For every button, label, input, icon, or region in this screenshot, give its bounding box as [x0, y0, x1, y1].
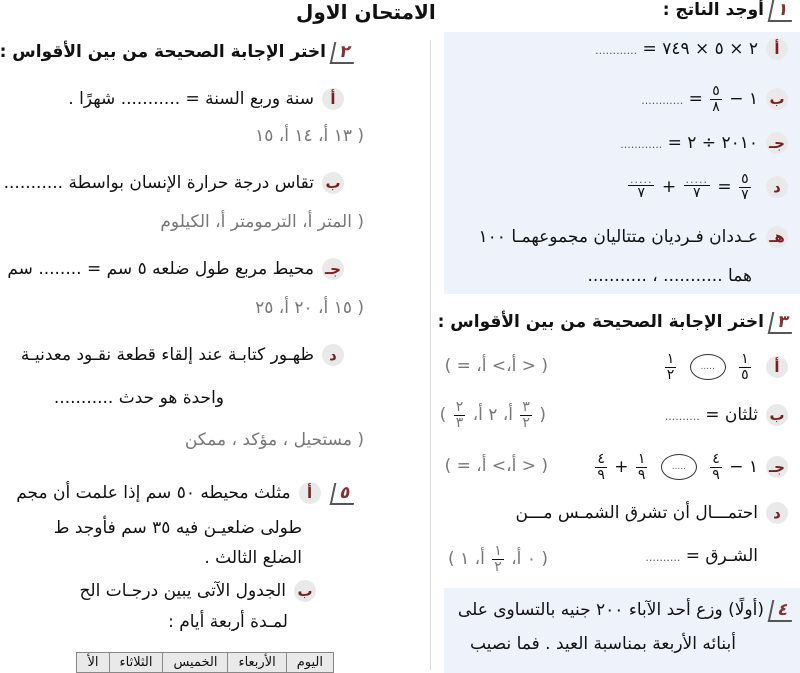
q3-item-c-choices: ( < أ،> أ، = ): [444, 456, 548, 476]
q3-item-d: [516, 502, 789, 524]
q1-heading: [663, 0, 794, 22]
q4-heading-text: (أولًا) وزع أحد الآباء ٢٠٠ جنيه بالتساوى على: [457, 600, 764, 620]
item-label-d: د: [766, 176, 788, 198]
answer-blank: ..........: [645, 551, 681, 564]
q1-item-e-text: عـددان فـرديان متتاليان مجموعهمـا ١٠٠: [478, 227, 758, 247]
q4-number: ٤: [768, 600, 797, 622]
q5-item-a-line2: طولى ضلعيـن فيه ٣٥ سم فأوجد ط: [53, 518, 302, 538]
fraction-blank: $\frac{.....}{٧}$: [685, 172, 708, 202]
fraction: $\frac{٣}{٢}$: [522, 399, 530, 431]
comparison-blank: .....: [690, 354, 726, 380]
fraction: $\frac{٤}{٩}$: [597, 451, 605, 483]
q2-item-c-choices: ( ١٥ أ، ٢٠ أ، ٢٥: [255, 298, 364, 318]
fraction: $\frac{٥}{٧}$: [741, 171, 749, 203]
q3-item-c: جـ١ − $\frac{٤}{٩}$ ..... $\frac{١}{٩}$ + $\frac{٤}{٩}$: [593, 452, 788, 482]
fraction: $\frac{٤}{٩}$: [712, 451, 720, 483]
q2-item-a-text: سنة وربع السنة = ........... شهرًا .: [68, 89, 314, 109]
item-label-d: د: [322, 344, 344, 366]
q5-item-a-line3: الضلع الثالث .: [204, 548, 302, 568]
q2-item-c: [7, 258, 344, 280]
q3-heading: [438, 312, 794, 334]
q2-item-a: [68, 88, 344, 110]
q3-item-d-choices: ( ٠ أ، $\frac{١}{٢}$ أ، ١ ): [448, 543, 548, 575]
fraction-blank: $\frac{.....}{٧}$: [629, 172, 653, 202]
table-row: [77, 653, 334, 673]
q5-number: ٥: [330, 483, 359, 505]
q1-item-b-text: ١ −: [729, 89, 758, 110]
q1-item-a: [595, 38, 788, 60]
item-label-b: ب: [294, 580, 316, 602]
fraction: $\frac{٥}{٨}$: [712, 83, 720, 115]
temperature-table: [76, 652, 334, 673]
q5-item-b-text: الجدول الآتى يبين درجـات الح: [79, 581, 286, 601]
item-label-c: جـ: [766, 456, 788, 478]
column-divider: [430, 40, 431, 670]
q2-item-d-text: ظهـور كتابـة عند إلقاء قطعة نقـود معدنيـة: [20, 345, 314, 365]
q1-item-c: [620, 132, 788, 154]
q2-item-d: [21, 344, 344, 366]
q2-heading-text: اختر الإجابة الصحيحة من بين الأقواس :: [0, 42, 326, 62]
q3-item-d-line2-text: الشـرق =: [685, 546, 758, 566]
q4-line2: أبنائه الأربعة بمناسبة العيد . فما نصيب: [469, 634, 736, 654]
item-label-a: أ: [322, 88, 344, 110]
table-cell: الأربعاء: [228, 653, 286, 673]
q2-item-b-text: تقاس درجة حرارة الإنسان بواسطة ...........: [3, 173, 314, 193]
q2-heading: [0, 42, 356, 64]
q1-background: [444, 32, 800, 294]
q3-item-b-text: ثلثان =: [705, 405, 758, 425]
exam-title: الامتحان الاول: [296, 0, 436, 24]
q3-item-b: [665, 404, 788, 426]
item-label-e: هـ: [766, 226, 788, 248]
item-label-b: ب: [766, 404, 788, 426]
item-label-a: أ: [766, 38, 788, 60]
answer-blank: ............: [595, 44, 638, 57]
q2-number: ٢: [330, 42, 359, 64]
right-column: [437, 0, 800, 673]
q3-item-a-choices: ( < أ،> أ، = ): [444, 356, 548, 376]
table-cell: الخميس: [163, 653, 228, 673]
q1-number: ١: [768, 0, 797, 22]
fraction: $\frac{١}{٥}$: [741, 351, 749, 383]
answer-blank: ............: [620, 138, 663, 151]
q1-heading-text: أوجد الناتج :: [662, 0, 764, 20]
q2-item-c-text: محيط مربع طول ضلعه ٥ سم = ........ سم: [7, 259, 314, 279]
fraction: $\frac{١}{٢}$: [494, 543, 502, 575]
item-label-c: جـ: [766, 132, 788, 154]
equals-sign: =: [688, 89, 703, 110]
table-cell: اليوم: [286, 653, 333, 673]
q1-item-e: [479, 226, 788, 248]
q3-item-d-line2: [645, 546, 758, 566]
q3-number: ٣: [768, 312, 797, 334]
answer-blank: ............: [641, 94, 684, 108]
q3-item-d-text: احتمـــال أن تشرق الشمـس مـــن: [515, 503, 758, 523]
q1-item-c-text: ٢٠١٠ ÷ ٢ =: [667, 133, 758, 153]
q2-item-b: [4, 172, 344, 194]
q2-item-b-choices: ( المتر أ، الترمومتر أ، الكيلوم: [160, 212, 364, 232]
table-cell: الثلاثاء: [109, 653, 163, 673]
fraction: $\frac{١}{٢}$: [666, 351, 675, 383]
fraction: $\frac{٢}{٣}$: [455, 399, 464, 431]
q5-item-b: [79, 580, 316, 602]
q5-item-a-text: مثلث محيطه ٥٠ سم إذا علمت أن مجم: [16, 483, 291, 503]
q2-item-d-line2: واحدة هو حدث ...........: [53, 388, 224, 408]
comparison-blank: .....: [661, 454, 697, 480]
item-label-d: د: [766, 502, 788, 524]
q1-item-b: [641, 84, 788, 114]
q1-item-e-line2: هما ........... ، ...........: [587, 266, 752, 286]
q2-item-d-choices: ( مستحيل ، مؤكد ، ممكن: [184, 430, 364, 450]
item-label-b: ب: [322, 172, 344, 194]
table-cell: الأ: [77, 653, 109, 673]
q3-item-c-text: ١ −: [729, 457, 758, 478]
item-label-a: أ: [766, 356, 788, 378]
q3-item-b-choices: ( $\frac{٣}{٢}$ أ، ٢ أ، $\frac{٢}{٣}$ ): [439, 399, 546, 431]
item-label-a: أ: [299, 482, 321, 504]
q5-item-b-line2: لمـدة أربعة أيام :: [168, 612, 288, 632]
left-column: [0, 0, 364, 673]
q5-heading: [16, 482, 356, 505]
item-label-b: ب: [766, 88, 788, 110]
fraction: $\frac{١}{٩}$: [637, 451, 646, 483]
q2-item-a-choices: ( ١٣ أ، ١٤ أ، ١٥: [255, 126, 364, 146]
q1-item-d: د $\frac{٥}{٧}$ = $\frac{.....}{٧}$ + $\frac{.....}{٧}$: [626, 172, 788, 202]
q4-heading: [458, 600, 794, 622]
item-label-c: جـ: [322, 258, 344, 280]
q1-item-a-text: ٢ × ٥ × ٧٤٩ =: [642, 39, 758, 59]
q3-heading-text: اختر الإجابة الصحيحة من بين الأقواس :: [437, 312, 764, 332]
answer-blank: ..........: [664, 410, 700, 423]
q3-item-a: [663, 352, 788, 382]
